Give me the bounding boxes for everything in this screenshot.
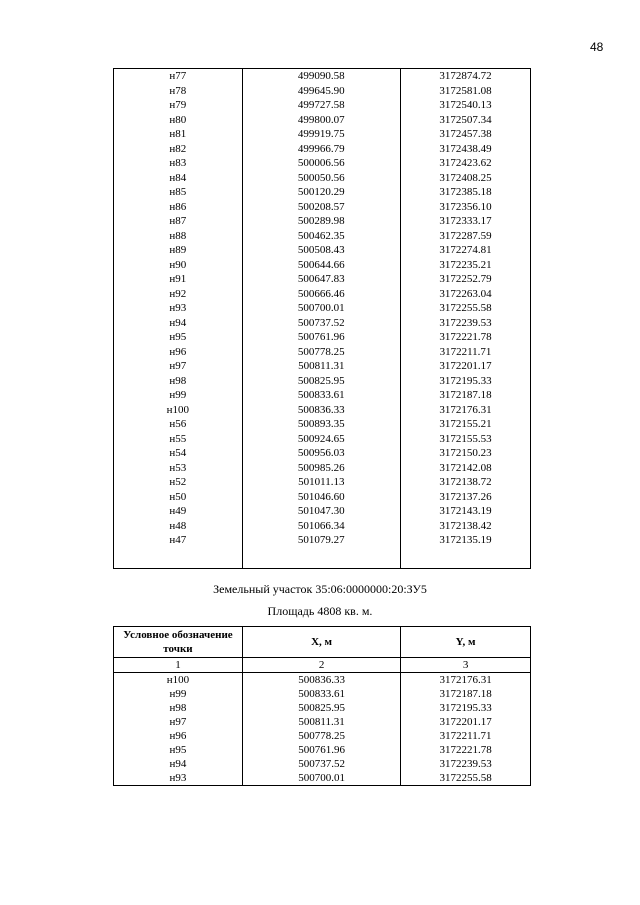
table-row bbox=[114, 98, 531, 113]
coordinates-table-continued bbox=[113, 68, 531, 569]
table-row bbox=[114, 673, 531, 688]
y-coordinate: 3172142.08 bbox=[401, 461, 531, 476]
x-coordinate: 500825.95 bbox=[242, 374, 400, 389]
point-label: н85 bbox=[114, 185, 243, 200]
table-row bbox=[114, 200, 531, 215]
point-label: н83 bbox=[114, 156, 243, 171]
point-label: н78 bbox=[114, 84, 243, 99]
table-row bbox=[114, 490, 531, 505]
point-label: н80 bbox=[114, 113, 243, 128]
y-coordinate: 3172211.71 bbox=[401, 345, 531, 360]
y-coordinate: 3172143.19 bbox=[401, 504, 531, 519]
point-label: н47 bbox=[114, 533, 243, 548]
table-row bbox=[114, 729, 531, 743]
x-coordinate: 499800.07 bbox=[242, 113, 400, 128]
x-coordinate: 500006.56 bbox=[242, 156, 400, 171]
x-coordinate: 500924.65 bbox=[242, 432, 400, 447]
y-coordinate: 3172138.42 bbox=[401, 519, 531, 534]
x-coordinate: 499919.75 bbox=[242, 127, 400, 142]
y-coordinate: 3172155.53 bbox=[401, 432, 531, 447]
y-coordinate: 3172507.34 bbox=[401, 113, 531, 128]
point-label: н84 bbox=[114, 171, 243, 186]
point-label: н90 bbox=[114, 258, 243, 273]
table-row bbox=[114, 687, 531, 701]
point-label: н86 bbox=[114, 200, 243, 215]
point-label: н96 bbox=[114, 729, 243, 743]
point-label: н49 bbox=[114, 504, 243, 519]
table-row bbox=[114, 243, 531, 258]
coordinates-table bbox=[113, 626, 531, 786]
y-coordinate: 3172385.18 bbox=[401, 185, 531, 200]
y-coordinate: 3172457.38 bbox=[401, 127, 531, 142]
x-coordinate: 501066.34 bbox=[242, 519, 400, 534]
x-coordinate: 500778.25 bbox=[242, 345, 400, 360]
column-number: 3 bbox=[401, 658, 531, 673]
point-label: н48 bbox=[114, 519, 243, 534]
y-coordinate: 3172408.25 bbox=[401, 171, 531, 186]
table-row bbox=[114, 461, 531, 476]
table-row bbox=[114, 403, 531, 418]
table-row bbox=[114, 214, 531, 229]
x-coordinate: 500462.35 bbox=[242, 229, 400, 244]
table-row bbox=[114, 519, 531, 534]
x-coordinate: 501047.30 bbox=[242, 504, 400, 519]
table-row bbox=[114, 417, 531, 432]
y-coordinate: 3172187.18 bbox=[401, 388, 531, 403]
table-row bbox=[114, 757, 531, 771]
y-coordinate: 3172255.58 bbox=[401, 771, 531, 786]
y-coordinate: 3172239.53 bbox=[401, 316, 531, 331]
x-coordinate: 500833.61 bbox=[242, 388, 400, 403]
table-row bbox=[114, 743, 531, 757]
point-label: н99 bbox=[114, 388, 243, 403]
x-coordinate: 500700.01 bbox=[242, 301, 400, 316]
y-coordinate: 3172263.04 bbox=[401, 287, 531, 302]
y-coordinate: 3172211.71 bbox=[401, 729, 531, 743]
y-coordinate: 3172150.23 bbox=[401, 446, 531, 461]
y-coordinate: 3172176.31 bbox=[401, 673, 531, 688]
x-coordinate: 500120.29 bbox=[242, 185, 400, 200]
point-label: н52 bbox=[114, 475, 243, 490]
x-coordinate: 500208.57 bbox=[242, 200, 400, 215]
column-number: 2 bbox=[242, 658, 400, 673]
point-label: н50 bbox=[114, 490, 243, 505]
point-label: н93 bbox=[114, 771, 243, 786]
x-coordinate: 499966.79 bbox=[242, 142, 400, 157]
x-coordinate: 499645.90 bbox=[242, 84, 400, 99]
point-label: н97 bbox=[114, 359, 243, 374]
x-coordinate: 500666.46 bbox=[242, 287, 400, 302]
y-coordinate: 3172176.31 bbox=[401, 403, 531, 418]
table-row bbox=[114, 388, 531, 403]
column-number: 1 bbox=[114, 658, 243, 673]
table-row bbox=[114, 432, 531, 447]
x-coordinate: 501046.60 bbox=[242, 490, 400, 505]
point-label: н89 bbox=[114, 243, 243, 258]
table-row bbox=[114, 287, 531, 302]
y-coordinate: 3172356.10 bbox=[401, 200, 531, 215]
y-coordinate: 3172221.78 bbox=[401, 330, 531, 345]
y-coordinate: 3172155.21 bbox=[401, 417, 531, 432]
y-coordinate: 3172135.19 bbox=[401, 533, 531, 548]
table-row bbox=[114, 185, 531, 200]
y-coordinate: 3172137.26 bbox=[401, 490, 531, 505]
y-coordinate: 3172195.33 bbox=[401, 701, 531, 715]
point-label: н79 bbox=[114, 98, 243, 113]
y-coordinate: 3172138.72 bbox=[401, 475, 531, 490]
y-coordinate: 3172201.17 bbox=[401, 715, 531, 729]
x-coordinate: 501011.13 bbox=[242, 475, 400, 490]
y-coordinate: 3172540.13 bbox=[401, 98, 531, 113]
x-coordinate: 501079.27 bbox=[242, 533, 400, 548]
table-row bbox=[114, 374, 531, 389]
y-coordinate: 3172255.58 bbox=[401, 301, 531, 316]
table-row bbox=[114, 301, 531, 316]
table-row bbox=[114, 359, 531, 374]
x-coordinate: 500647.83 bbox=[242, 272, 400, 287]
y-coordinate: 3172438.49 bbox=[401, 142, 531, 157]
column-number-row bbox=[114, 658, 531, 673]
table-row bbox=[114, 258, 531, 273]
table-row bbox=[114, 113, 531, 128]
header-x: X, м bbox=[242, 627, 400, 658]
table-row bbox=[114, 475, 531, 490]
table-row bbox=[114, 771, 531, 786]
table-row bbox=[114, 84, 531, 99]
x-coordinate: 500700.01 bbox=[242, 771, 400, 786]
y-coordinate: 3172581.08 bbox=[401, 84, 531, 99]
x-coordinate: 500737.52 bbox=[242, 757, 400, 771]
x-coordinate: 500508.43 bbox=[242, 243, 400, 258]
point-label: н98 bbox=[114, 374, 243, 389]
point-label: н56 bbox=[114, 417, 243, 432]
point-label: н55 bbox=[114, 432, 243, 447]
x-coordinate: 500737.52 bbox=[242, 316, 400, 331]
x-coordinate: 499090.58 bbox=[242, 69, 400, 84]
point-label: н91 bbox=[114, 272, 243, 287]
land-plot-area: Площадь 4808 кв. м. bbox=[267, 604, 373, 618]
table-row bbox=[114, 701, 531, 715]
point-label: н99 bbox=[114, 687, 243, 701]
x-coordinate: 500644.66 bbox=[242, 258, 400, 273]
header-y: Y, м bbox=[401, 627, 531, 658]
table-row bbox=[114, 316, 531, 331]
y-coordinate: 3172333.17 bbox=[401, 214, 531, 229]
table-row bbox=[114, 533, 531, 548]
table-row bbox=[114, 345, 531, 360]
point-label: н88 bbox=[114, 229, 243, 244]
y-coordinate: 3172187.18 bbox=[401, 687, 531, 701]
y-coordinate: 3172423.62 bbox=[401, 156, 531, 171]
table-row bbox=[114, 272, 531, 287]
x-coordinate: 500836.33 bbox=[242, 673, 400, 688]
empty-cell bbox=[401, 548, 531, 569]
point-label: н96 bbox=[114, 345, 243, 360]
table-row bbox=[114, 446, 531, 461]
point-label: н95 bbox=[114, 330, 243, 345]
x-coordinate: 500778.25 bbox=[242, 729, 400, 743]
x-coordinate: 500050.56 bbox=[242, 171, 400, 186]
land-plot-title: Земельный участок 35:06:0000000:20:ЗУ5 bbox=[213, 582, 427, 596]
x-coordinate: 500893.35 bbox=[242, 417, 400, 432]
point-label: н81 bbox=[114, 127, 243, 142]
x-coordinate: 500985.26 bbox=[242, 461, 400, 476]
point-label: н100 bbox=[114, 403, 243, 418]
x-coordinate: 500761.96 bbox=[242, 330, 400, 345]
table-header-row bbox=[114, 627, 531, 658]
y-coordinate: 3172252.79 bbox=[401, 272, 531, 287]
y-coordinate: 3172274.81 bbox=[401, 243, 531, 258]
point-label: н93 bbox=[114, 301, 243, 316]
table-row bbox=[114, 127, 531, 142]
point-label: н97 bbox=[114, 715, 243, 729]
y-coordinate: 3172874.72 bbox=[401, 69, 531, 84]
table-row bbox=[114, 229, 531, 244]
y-coordinate: 3172221.78 bbox=[401, 743, 531, 757]
y-coordinate: 3172287.59 bbox=[401, 229, 531, 244]
page-number: 48 bbox=[590, 40, 604, 54]
table-row bbox=[114, 142, 531, 157]
table-row bbox=[114, 330, 531, 345]
table-row bbox=[114, 715, 531, 729]
x-coordinate: 500811.31 bbox=[242, 715, 400, 729]
header-point-designation: Условное обозначение точки bbox=[114, 627, 243, 658]
y-coordinate: 3172195.33 bbox=[401, 374, 531, 389]
x-coordinate: 500833.61 bbox=[242, 687, 400, 701]
point-label: н95 bbox=[114, 743, 243, 757]
x-coordinate: 499727.58 bbox=[242, 98, 400, 113]
table-row bbox=[114, 171, 531, 186]
point-label: н54 bbox=[114, 446, 243, 461]
empty-cell bbox=[242, 548, 400, 569]
table-row bbox=[114, 156, 531, 171]
point-label: н92 bbox=[114, 287, 243, 302]
point-label: н94 bbox=[114, 316, 243, 331]
y-coordinate: 3172235.21 bbox=[401, 258, 531, 273]
x-coordinate: 500811.31 bbox=[242, 359, 400, 374]
table-row bbox=[114, 504, 531, 519]
x-coordinate: 500761.96 bbox=[242, 743, 400, 757]
point-label: н77 bbox=[114, 69, 243, 84]
x-coordinate: 500825.95 bbox=[242, 701, 400, 715]
x-coordinate: 500956.03 bbox=[242, 446, 400, 461]
point-label: н82 bbox=[114, 142, 243, 157]
point-label: н100 bbox=[114, 673, 243, 688]
table-row bbox=[114, 69, 531, 84]
x-coordinate: 500289.98 bbox=[242, 214, 400, 229]
y-coordinate: 3172201.17 bbox=[401, 359, 531, 374]
table-row-empty bbox=[114, 548, 531, 569]
x-coordinate: 500836.33 bbox=[242, 403, 400, 418]
y-coordinate: 3172239.53 bbox=[401, 757, 531, 771]
point-label: н53 bbox=[114, 461, 243, 476]
point-label: н94 bbox=[114, 757, 243, 771]
point-label: н98 bbox=[114, 701, 243, 715]
point-label: н87 bbox=[114, 214, 243, 229]
empty-cell bbox=[114, 548, 243, 569]
